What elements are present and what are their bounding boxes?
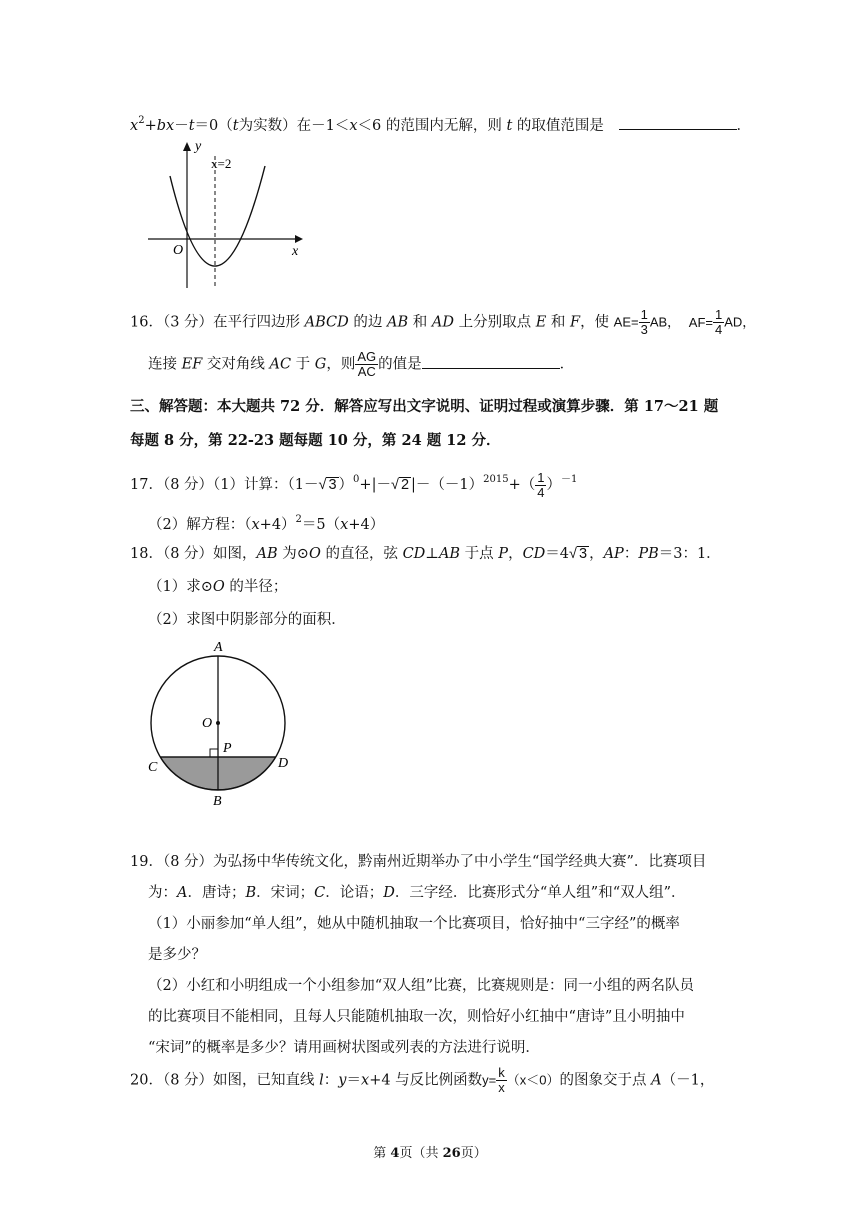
q18-text: CD [402, 546, 426, 562]
q18-text: ＝3：1． [658, 546, 721, 562]
q18-text: O [212, 579, 225, 595]
q17-text: |－（－1） [411, 477, 484, 493]
q17-line-1: 17．（8 分）（1）计算：（1－√ 3 ）$^0$+|－√ 2 $|-(-1)^{2015}+$（ $\frac{1}{4}$ ）$^{-1}$ [130, 469, 578, 500]
q18-text: （1）求⊙ [148, 579, 213, 595]
q18-text: O [308, 546, 321, 562]
q20-text: （－1， [661, 1072, 715, 1089]
origin-label: O [173, 243, 184, 258]
q20-text: ： [323, 1072, 339, 1089]
q18-text: AB [256, 546, 278, 562]
q17-text: +|－ [359, 477, 391, 493]
center-o-label: O [202, 716, 213, 731]
fraction-denominator: x [498, 1080, 505, 1095]
q16-text: AC [269, 356, 292, 373]
q19-text: D [383, 885, 395, 901]
q18-text: AP [603, 546, 624, 562]
q19-text: A [177, 885, 188, 901]
q18-text: ： [623, 546, 639, 562]
footer-text: 第 [373, 1146, 391, 1161]
q16-line-1 [130, 308, 755, 337]
point-a-label: A [214, 640, 223, 655]
fraction-denominator: 4 [537, 484, 545, 500]
q16-text: ，使 [580, 314, 610, 331]
q17-text: +4） [259, 517, 296, 533]
q15-text: t [188, 118, 195, 134]
q16-text: ABCD [304, 314, 349, 331]
q16-text: 的边 [348, 314, 387, 331]
fraction-numerator: 1 [715, 307, 723, 322]
formula-text: AD， [724, 314, 756, 330]
fraction-numerator: 1 [640, 307, 648, 322]
point-b-label: B [213, 794, 222, 809]
q18-text: 18．（8 分）如图， [130, 546, 257, 562]
fraction-denominator: AC [357, 364, 376, 379]
q17-text: （2）解方程：（ [148, 517, 252, 533]
q16-text: AB [387, 314, 409, 331]
axis-of-symmetry-label: x=2 [211, 156, 232, 171]
q20-text: l [319, 1072, 324, 1089]
q15-text: t [232, 118, 239, 134]
q20-text: y [338, 1072, 347, 1089]
q18-text: 的直径，弦 [320, 546, 403, 562]
footer-text: 页（共 [399, 1146, 443, 1161]
section-heading: 三、解答题：本大题共 72 分．解答应写出文字说明、证明过程或演算步骤．第 17～21 题 [130, 398, 719, 415]
q18-text: ， [589, 546, 604, 562]
sqrt-radicand: 3 [328, 477, 337, 493]
q20-text: ＝ [346, 1072, 361, 1089]
exponent: 2015 [483, 474, 509, 485]
q19-text: ．论语； [325, 885, 384, 901]
q19-text: B [245, 885, 257, 901]
q16-text: 16．（3 分）在平行四边形 [130, 314, 305, 331]
fraction-one-quarter [713, 308, 724, 337]
formula-text: （x＜0） [506, 1072, 560, 1088]
q15-text: x [349, 118, 358, 134]
formula-text: AB， [649, 314, 681, 330]
q16-text: 交对角线 [202, 356, 270, 373]
q19-text: ．三字经．比赛形式分“单人组”和“双人组”． [394, 885, 686, 901]
formula-text: y= [482, 1072, 497, 1088]
fraction-ag-ac [355, 350, 378, 379]
q19-text: 为： [148, 885, 177, 901]
parabola-figure [140, 136, 315, 298]
q19-text: 的比赛项目不能相同，且每人只能随机抽取一次，则恰好小红抽中“唐诗”且小明抽中 [148, 1009, 685, 1025]
q15-text: t [506, 118, 513, 134]
sqrt-radicand: 2 [400, 477, 410, 493]
q18-text: AB [438, 546, 461, 562]
q17-line-2 [148, 510, 384, 535]
q19-text: ．唐诗； [187, 885, 246, 901]
q15-text: 的取值范围是 [512, 118, 604, 134]
q20-line [130, 1066, 714, 1095]
right-angle-mark [210, 749, 218, 757]
q16-text: AD [431, 314, 454, 331]
q18-text: P [498, 546, 509, 562]
fraction-k-over-x [496, 1066, 507, 1095]
q15-text: ． [736, 118, 751, 134]
q19-text: ．宋词； [256, 885, 315, 901]
y-axis-arrow [183, 142, 191, 151]
q16-line-2 [148, 350, 574, 379]
page-total: 26 [442, 1146, 461, 1161]
q17-text: +（ [508, 477, 536, 493]
q19-text: 是多少？ [148, 947, 206, 963]
q17-text: ＝5（ [301, 517, 341, 533]
q15-text: 2 [138, 115, 145, 126]
point-d-label: D [278, 756, 289, 771]
q20-text: A [651, 1072, 662, 1089]
q18-text: ， [508, 546, 523, 562]
q18-text: （2）求图中阴影部分的面积． [148, 612, 346, 628]
footer-text: 页） [460, 1146, 487, 1161]
q16-text: 上分别取点 [453, 314, 536, 331]
q19-text: 19．（8 分）为弘扬中华传统文化，黔南州近期举办了中小学生“国学经典大赛”．比赛项目 [130, 854, 707, 870]
q18-text: CD [522, 546, 546, 562]
y-axis-label: y [195, 139, 202, 154]
q19-text: C [314, 885, 326, 901]
exponent: －1 [560, 474, 578, 485]
section-heading: 每题 8 分，第 22-23 题每题 10 分，第 24 题 12 分． [130, 432, 501, 449]
q15-text: ＜6 的范围内无解，则 [357, 118, 507, 134]
q19-text: （2）小红和小明组成一个小组参加“双人组”比赛，比赛规则是：同一小组的两名队员 [148, 978, 695, 994]
q15-text: + [144, 118, 157, 134]
exponent: 0 [353, 474, 360, 485]
q16-text: 的值是 [378, 356, 422, 373]
answer-blank [422, 354, 560, 369]
q16-text: ，则 [326, 356, 356, 373]
circle-figure [140, 636, 300, 812]
q16-text: 连接 [148, 356, 182, 373]
parabola-curve [170, 166, 265, 266]
q15-text: bx [156, 118, 175, 134]
q16-text: ． [559, 356, 575, 373]
q18-text: 的半径； [224, 579, 288, 595]
exponent: 2 [295, 514, 302, 525]
q20-text: x [361, 1072, 370, 1089]
q16-text: 于 [291, 356, 315, 373]
q18-text: ⊥ [425, 546, 439, 562]
q18-text: ＝4 [545, 546, 570, 562]
q17-text: ） [546, 477, 561, 493]
fraction-one-third [639, 308, 650, 337]
q20-text: 的图象交于点 [559, 1072, 652, 1089]
fraction-numerator: 1 [537, 469, 545, 485]
x-axis-label: x [292, 244, 299, 259]
q18-line-2 [148, 577, 287, 597]
x-axis-arrow [295, 235, 303, 243]
q15-text: x [130, 118, 139, 134]
point-p-label: P [223, 741, 232, 756]
formula-text: AF= [688, 314, 714, 330]
answer-blank [619, 115, 737, 130]
q20-text: +4 与反比例函数 [369, 1072, 483, 1089]
fraction-numerator: AG [357, 349, 377, 364]
q18-text: PB [638, 546, 659, 562]
q15-text: 为实数）在－1＜ [238, 118, 350, 134]
fraction-one-quarter [535, 471, 546, 500]
q16-text: F [570, 314, 581, 331]
q16-text: E [535, 314, 547, 331]
q19-text: “宋词”的概率是多少？请用画树状图或列表的方法进行说明． [148, 1040, 540, 1056]
q17-text: x [251, 517, 260, 533]
q16-text: 和 [408, 314, 432, 331]
q15-text: ＝0（ [194, 118, 233, 134]
point-c-label: C [148, 760, 158, 775]
page-footer [0, 1142, 860, 1161]
q19-text: （1）小丽参加“单人组”，她从中随机抽取一个比赛项目，恰好抽中“三字经”的概率 [148, 916, 680, 932]
q19-line-2 [148, 883, 686, 903]
q16-text: EF [181, 356, 203, 373]
q17-text: ） [338, 477, 354, 493]
q16-text: 和 [546, 314, 570, 331]
q18-text: 为⊙ [277, 546, 309, 562]
fraction-denominator: 3 [640, 322, 648, 337]
center-point [216, 721, 220, 725]
sqrt-radicand: 3 [579, 546, 588, 562]
fraction-denominator: 4 [715, 322, 723, 337]
q15-text: － [174, 118, 189, 134]
q17-text: 17．（8 分）（1）计算：（1－ [130, 477, 319, 493]
page-number: 4 [390, 1146, 400, 1161]
q17-text: +4） [348, 517, 385, 533]
fraction-numerator: k [498, 1065, 505, 1080]
q17-text: x [340, 517, 349, 533]
q20-text: 20．（8 分）如图，已知直线 [130, 1072, 320, 1089]
q16-text: G [314, 356, 327, 373]
q18-line-1: 18．（8 分）如图，AB 为⊙O 的直径，弦 CD⊥AB 于点 P，CD＝4√ 3 ，AP：PB＝3：1． [130, 546, 721, 562]
formula-text: AE= [613, 314, 639, 330]
q18-text: 于点 [460, 546, 499, 562]
q15-line [130, 111, 751, 136]
